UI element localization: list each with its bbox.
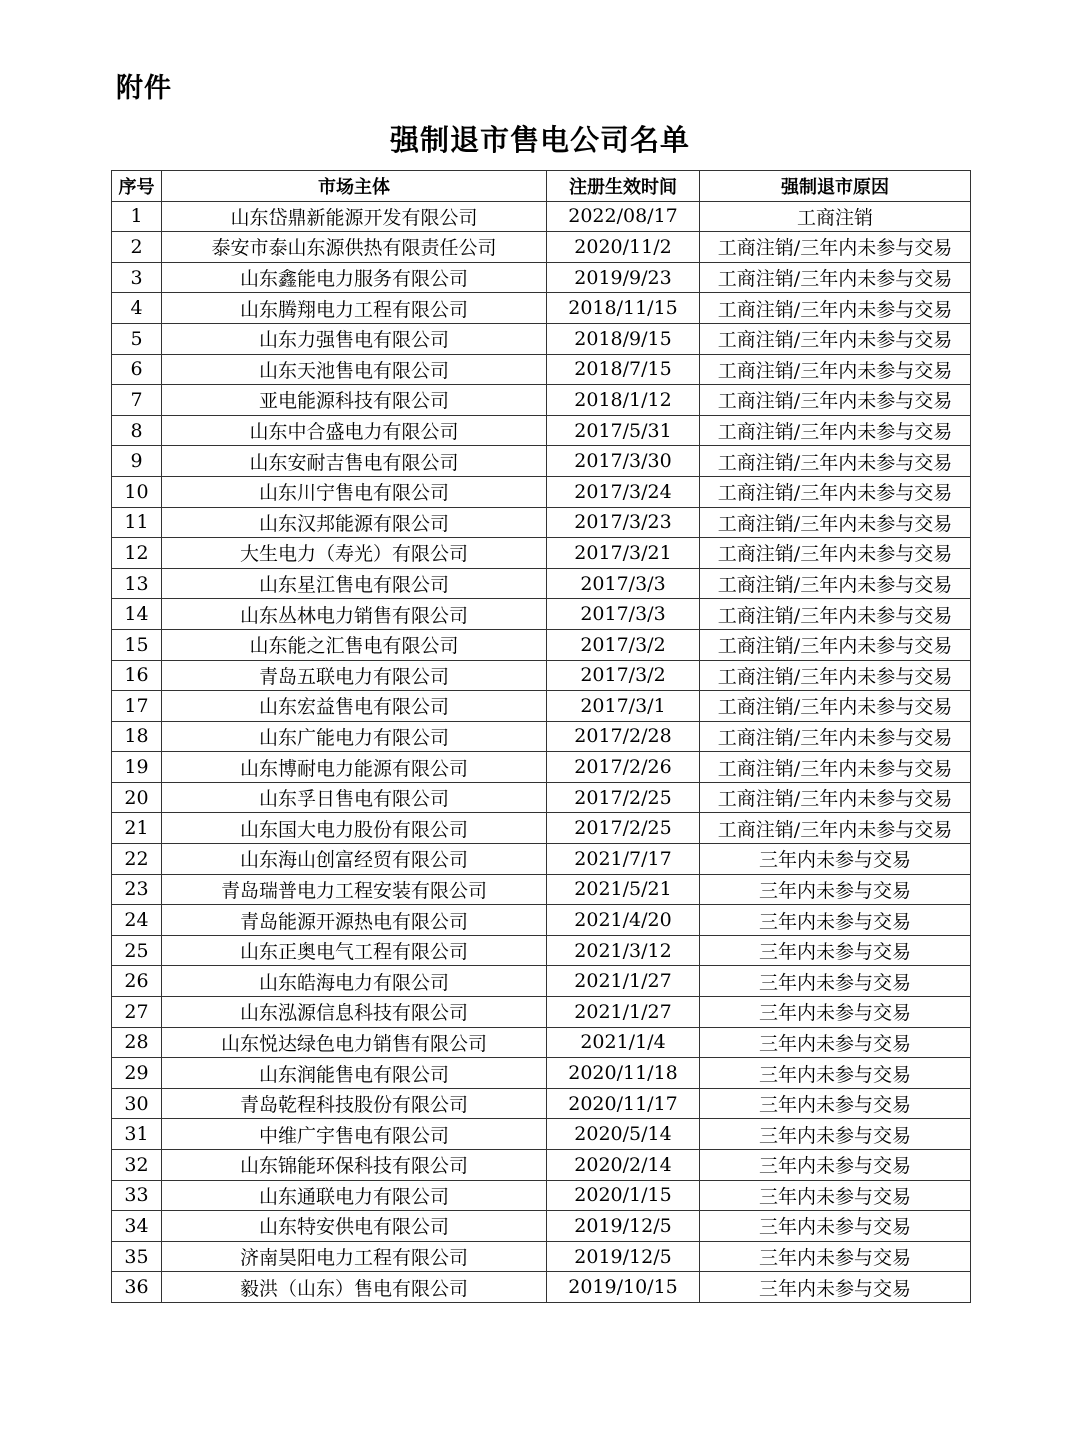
table-row [112,752,971,783]
row-date-cell: 2017/3/23 [547,507,700,538]
row-reason-cell: 工商注销/三年内未参与交易 [700,691,971,722]
table-row [112,323,971,354]
row-date-cell: 2020/5/14 [547,1119,700,1150]
row-entity-cell: 山东鑫能电力服务有限公司 [162,262,547,293]
row-date-cell: 2021/1/27 [547,966,700,997]
row-reason-cell: 工商注销/三年内未参与交易 [700,782,971,813]
row-reason-cell: 工商注销/三年内未参与交易 [700,232,971,263]
row-reason-cell: 三年内未参与交易 [700,1241,971,1272]
row-reason-cell: 工商注销/三年内未参与交易 [700,660,971,691]
row-reason-cell: 三年内未参与交易 [700,1027,971,1058]
table-row [112,1241,971,1272]
row-seq-cell: 32 [112,1150,162,1181]
row-seq-cell: 2 [112,232,162,263]
row-date-cell: 2018/9/15 [547,323,700,354]
row-date-cell: 2017/3/2 [547,629,700,660]
table-row [112,507,971,538]
row-entity-cell: 山东丛林电力销售有限公司 [162,599,547,630]
row-reason-cell: 三年内未参与交易 [700,1088,971,1119]
row-reason-cell: 三年内未参与交易 [700,1119,971,1150]
row-seq-cell: 7 [112,385,162,416]
table-row [112,997,971,1028]
row-date-cell: 2017/3/3 [547,568,700,599]
row-date-cell: 2017/5/31 [547,415,700,446]
row-seq-cell: 14 [112,599,162,630]
row-seq-cell: 4 [112,293,162,324]
row-seq-cell: 18 [112,721,162,752]
row-date-cell: 2021/7/17 [547,844,700,875]
attachment-label: 附件 [116,73,172,104]
row-seq-cell: 34 [112,1211,162,1242]
row-entity-cell: 山东锦能环保科技有限公司 [162,1150,547,1181]
row-date-cell: 2017/2/26 [547,752,700,783]
row-seq-cell: 21 [112,813,162,844]
row-date-cell: 2017/3/2 [547,660,700,691]
row-reason-cell: 工商注销/三年内未参与交易 [700,629,971,660]
row-reason-cell: 三年内未参与交易 [700,997,971,1028]
row-reason-cell: 工商注销/三年内未参与交易 [700,323,971,354]
row-reason-cell: 三年内未参与交易 [700,1211,971,1242]
row-date-cell: 2018/7/15 [547,354,700,385]
row-entity-cell: 山东川宁售电有限公司 [162,476,547,507]
row-date-cell: 2017/2/25 [547,813,700,844]
row-entity-cell: 泰安市泰山东源供热有限责任公司 [162,232,547,263]
row-seq-cell: 16 [112,660,162,691]
row-entity-cell: 山东皓海电力有限公司 [162,966,547,997]
table-row [112,629,971,660]
row-date-cell: 2017/2/25 [547,782,700,813]
row-entity-cell: 山东泓源信息科技有限公司 [162,997,547,1028]
row-entity-cell: 山东海山创富经贸有限公司 [162,844,547,875]
row-entity-cell: 青岛乾程科技股份有限公司 [162,1088,547,1119]
row-date-cell: 2019/12/5 [547,1241,700,1272]
row-seq-cell: 15 [112,629,162,660]
row-entity-cell: 山东力强售电有限公司 [162,323,547,354]
row-entity-cell: 山东中合盛电力有限公司 [162,415,547,446]
row-date-cell: 2019/12/5 [547,1211,700,1242]
table-row [112,1180,971,1211]
table-body [112,201,971,1302]
table-row [112,538,971,569]
row-reason-cell: 工商注销/三年内未参与交易 [700,599,971,630]
row-reason-cell: 工商注销/三年内未参与交易 [700,385,971,416]
row-seq-cell: 29 [112,1058,162,1089]
row-date-cell: 2021/1/27 [547,997,700,1028]
row-seq-cell: 31 [112,1119,162,1150]
table-row [112,1272,971,1303]
row-seq-cell: 5 [112,323,162,354]
row-reason-cell: 工商注销/三年内未参与交易 [700,813,971,844]
row-entity-cell: 山东岱鼎新能源开发有限公司 [162,201,547,232]
row-reason-cell: 工商注销/三年内未参与交易 [700,568,971,599]
row-entity-cell: 山东孚日售电有限公司 [162,782,547,813]
table-row [112,813,971,844]
table-row [112,201,971,232]
row-date-cell: 2017/3/21 [547,538,700,569]
row-entity-cell: 山东能之汇售电有限公司 [162,629,547,660]
table-row [112,1058,971,1089]
row-date-cell: 2017/3/30 [547,446,700,477]
row-entity-cell: 山东天池售电有限公司 [162,354,547,385]
row-seq-cell: 8 [112,415,162,446]
table-row [112,476,971,507]
row-reason-cell: 工商注销/三年内未参与交易 [700,354,971,385]
row-date-cell: 2020/1/15 [547,1180,700,1211]
row-reason-cell: 三年内未参与交易 [700,844,971,875]
row-seq-cell: 33 [112,1180,162,1211]
row-seq-cell: 1 [112,201,162,232]
row-seq-cell: 25 [112,935,162,966]
row-entity-cell: 山东广能电力有限公司 [162,721,547,752]
row-entity-cell: 山东通联电力有限公司 [162,1180,547,1211]
row-seq-cell: 17 [112,691,162,722]
row-reason-cell: 三年内未参与交易 [700,1272,971,1303]
delisted-companies-table [111,170,971,1303]
table-row [112,660,971,691]
row-seq-cell: 22 [112,844,162,875]
row-entity-cell: 山东宏益售电有限公司 [162,691,547,722]
row-reason-cell: 工商注销/三年内未参与交易 [700,721,971,752]
table-row [112,1150,971,1181]
row-reason-cell: 三年内未参与交易 [700,905,971,936]
row-date-cell: 2017/3/1 [547,691,700,722]
row-entity-cell: 毅洪（山东）售电有限公司 [162,1272,547,1303]
row-date-cell: 2019/9/23 [547,262,700,293]
row-reason-cell: 三年内未参与交易 [700,1150,971,1181]
table-row [112,599,971,630]
row-seq-cell: 23 [112,874,162,905]
row-seq-cell: 12 [112,538,162,569]
header-delisting-reason: 强制退市原因 [700,171,971,202]
table-row [112,874,971,905]
row-reason-cell: 工商注销/三年内未参与交易 [700,476,971,507]
row-entity-cell: 亚电能源科技有限公司 [162,385,547,416]
table-row [112,1027,971,1058]
row-reason-cell: 工商注销/三年内未参与交易 [700,415,971,446]
row-date-cell: 2020/2/14 [547,1150,700,1181]
table-row [112,354,971,385]
row-date-cell: 2019/10/15 [547,1272,700,1303]
row-date-cell: 2021/5/21 [547,874,700,905]
row-entity-cell: 青岛五联电力有限公司 [162,660,547,691]
row-reason-cell: 工商注销 [700,201,971,232]
row-seq-cell: 30 [112,1088,162,1119]
row-date-cell: 2022/08/17 [547,201,700,232]
row-seq-cell: 9 [112,446,162,477]
row-reason-cell: 工商注销/三年内未参与交易 [700,262,971,293]
table-row [112,1119,971,1150]
row-date-cell: 2017/3/24 [547,476,700,507]
row-seq-cell: 10 [112,476,162,507]
row-date-cell: 2020/11/2 [547,232,700,263]
table-row [112,691,971,722]
row-entity-cell: 山东安耐吉售电有限公司 [162,446,547,477]
row-entity-cell: 济南昊阳电力工程有限公司 [162,1241,547,1272]
row-entity-cell: 山东悦达绿色电力销售有限公司 [162,1027,547,1058]
row-date-cell: 2017/2/28 [547,721,700,752]
row-reason-cell: 三年内未参与交易 [700,874,971,905]
table-row [112,568,971,599]
row-date-cell: 2018/11/15 [547,293,700,324]
row-seq-cell: 35 [112,1241,162,1272]
row-entity-cell: 青岛能源开源热电有限公司 [162,905,547,936]
table-row [112,446,971,477]
table-header-row [112,171,971,202]
row-reason-cell: 工商注销/三年内未参与交易 [700,752,971,783]
row-entity-cell: 中维广宇售电有限公司 [162,1119,547,1150]
table-row [112,935,971,966]
row-seq-cell: 36 [112,1272,162,1303]
row-reason-cell: 工商注销/三年内未参与交易 [700,293,971,324]
table-row [112,385,971,416]
row-seq-cell: 11 [112,507,162,538]
table-row [112,232,971,263]
row-reason-cell: 工商注销/三年内未参与交易 [700,446,971,477]
row-reason-cell: 工商注销/三年内未参与交易 [700,507,971,538]
row-seq-cell: 26 [112,966,162,997]
row-seq-cell: 24 [112,905,162,936]
table-row [112,782,971,813]
row-date-cell: 2020/11/18 [547,1058,700,1089]
table-row [112,844,971,875]
table-row [112,1211,971,1242]
row-entity-cell: 山东博耐电力能源有限公司 [162,752,547,783]
row-entity-cell: 山东汉邦能源有限公司 [162,507,547,538]
row-seq-cell: 27 [112,997,162,1028]
row-entity-cell: 青岛瑞普电力工程安装有限公司 [162,874,547,905]
row-date-cell: 2017/3/3 [547,599,700,630]
row-reason-cell: 三年内未参与交易 [700,1180,971,1211]
row-seq-cell: 6 [112,354,162,385]
table-row [112,905,971,936]
row-reason-cell: 三年内未参与交易 [700,966,971,997]
row-seq-cell: 19 [112,752,162,783]
header-seq: 序号 [112,171,162,202]
row-date-cell: 2021/3/12 [547,935,700,966]
row-reason-cell: 三年内未参与交易 [700,1058,971,1089]
document-title: 强制退市售电公司名单 [389,123,690,157]
table-row [112,262,971,293]
row-entity-cell: 山东国大电力股份有限公司 [162,813,547,844]
row-entity-cell: 山东腾翔电力工程有限公司 [162,293,547,324]
row-entity-cell: 大生电力（寿光）有限公司 [162,538,547,569]
row-date-cell: 2020/11/17 [547,1088,700,1119]
row-reason-cell: 三年内未参与交易 [700,935,971,966]
row-date-cell: 2021/1/4 [547,1027,700,1058]
row-seq-cell: 20 [112,782,162,813]
table-row [112,415,971,446]
table-row [112,293,971,324]
row-date-cell: 2021/4/20 [547,905,700,936]
row-reason-cell: 工商注销/三年内未参与交易 [700,538,971,569]
header-registration-date: 注册生效时间 [547,171,700,202]
row-entity-cell: 山东润能售电有限公司 [162,1058,547,1089]
table-row [112,721,971,752]
row-entity-cell: 山东特安供电有限公司 [162,1211,547,1242]
row-entity-cell: 山东星江售电有限公司 [162,568,547,599]
header-market-entity: 市场主体 [162,171,547,202]
row-seq-cell: 3 [112,262,162,293]
table-row [112,966,971,997]
row-date-cell: 2018/1/12 [547,385,700,416]
row-seq-cell: 28 [112,1027,162,1058]
row-seq-cell: 13 [112,568,162,599]
table-row [112,1088,971,1119]
row-entity-cell: 山东正奥电气工程有限公司 [162,935,547,966]
